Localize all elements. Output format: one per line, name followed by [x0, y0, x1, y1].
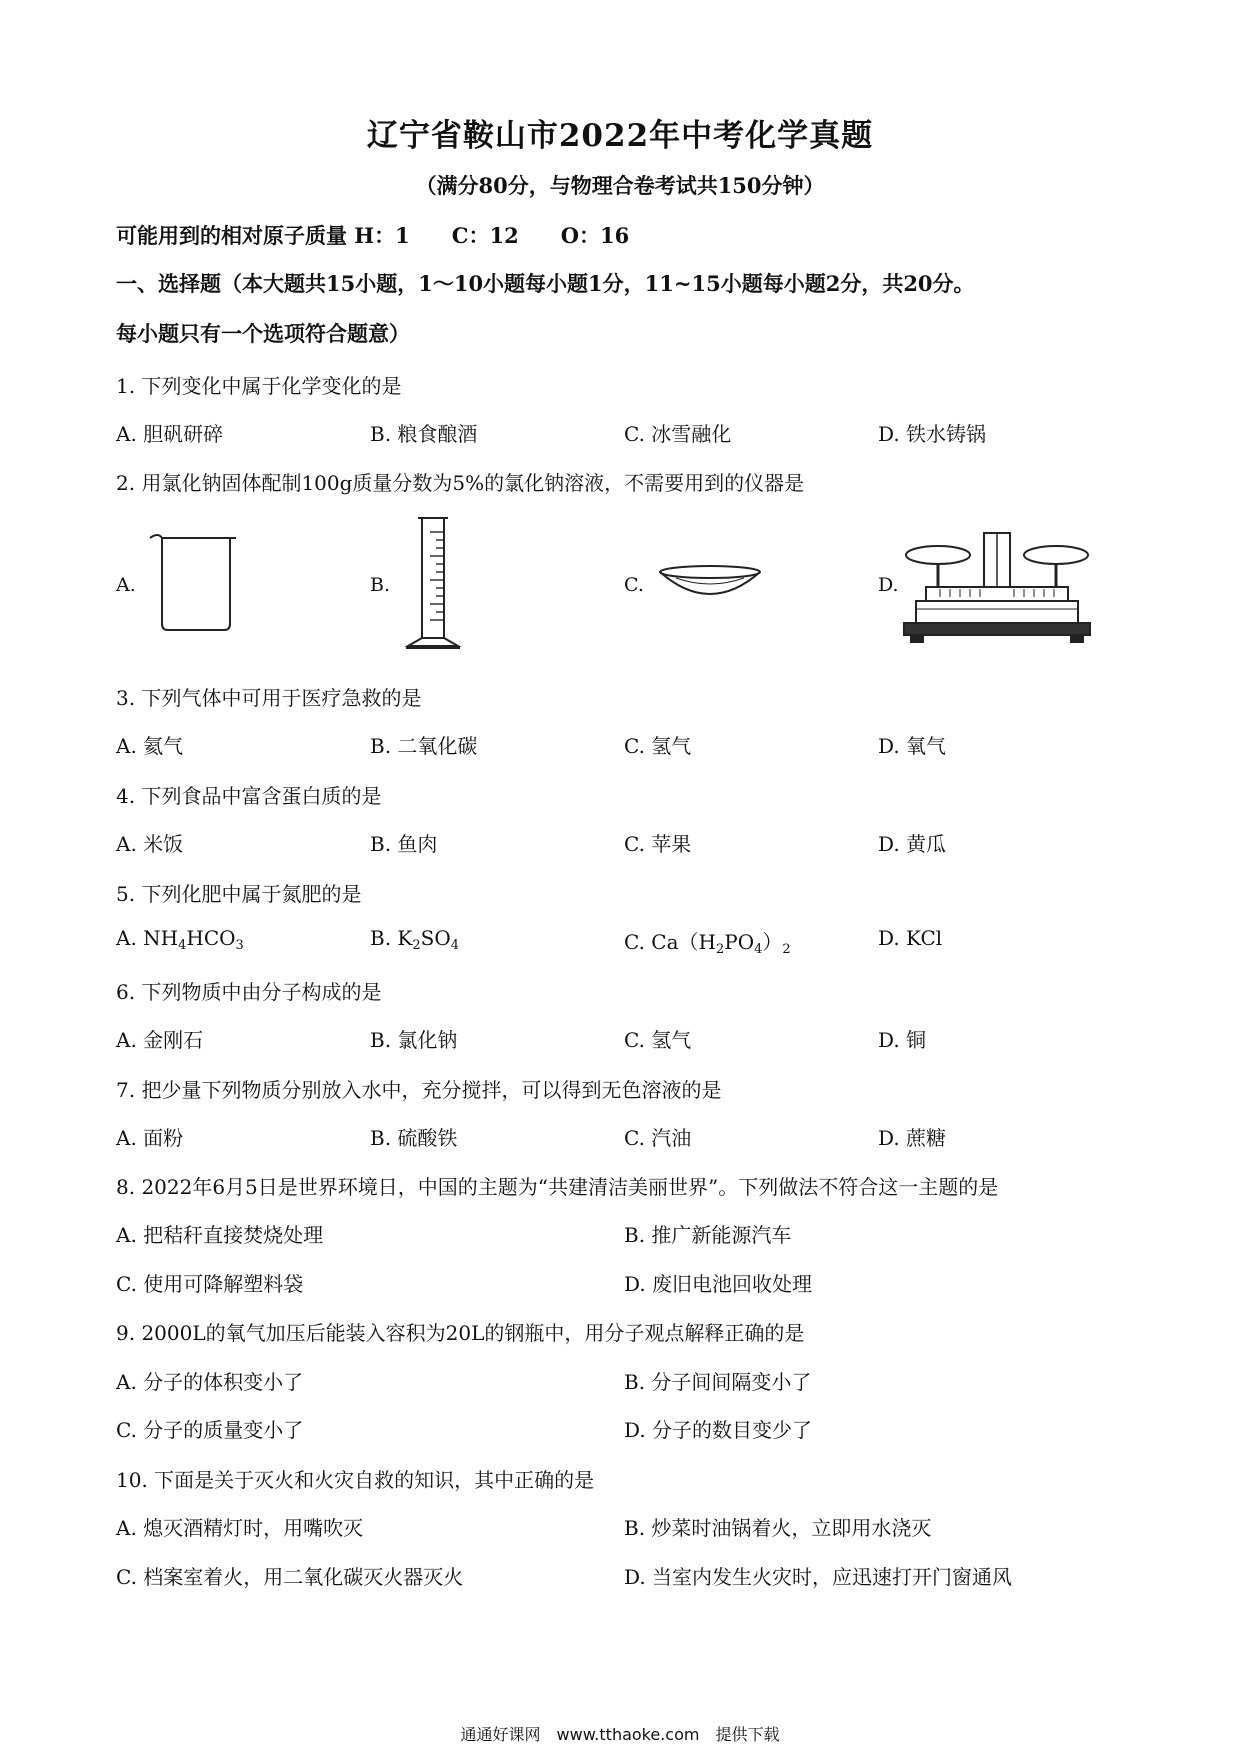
q10-option-c: C. 档案室着火，用二氧化碳灭火器灭火: [116, 1565, 464, 1589]
q9-option-c: C. 分子的质量变小了: [116, 1418, 304, 1442]
q3-option-c: C. 氢气: [624, 734, 692, 758]
question-8-stem: 8. 2022年6月5日是世界环境日，中国的主题为“共建清洁美丽世界”。下列做法不符合这一主题的是: [116, 1175, 999, 1199]
q10-option-d: D. 当室内发生火灾时，应迅速打开门窗通风: [624, 1565, 1013, 1589]
q6-option-b: B. 氯化钠: [370, 1028, 458, 1052]
page-title: 辽宁省鞍山市2022年中考化学真题: [366, 118, 874, 154]
q4-option-d: D. 黄瓜: [878, 832, 947, 856]
q9-option-d: D. 分子的数目变少了: [624, 1418, 813, 1442]
question-4-stem: 4. 下列食品中富含蛋白质的是: [116, 784, 382, 808]
graduated-cylinder-icon: [400, 512, 466, 652]
q8-option-b: B. 推广新能源汽车: [624, 1223, 792, 1247]
question-10-stem: 10. 下面是关于灭火和火灾自救的知识，其中正确的是: [116, 1468, 595, 1492]
question-1-stem: 1. 下列变化中属于化学变化的是: [116, 374, 402, 398]
question-6-stem: 6. 下列物质中由分子构成的是: [116, 980, 382, 1004]
q6-option-c: C. 氢气: [624, 1028, 692, 1052]
q8-option-c: C. 使用可降解塑料袋: [116, 1272, 304, 1296]
q8-option-d: D. 废旧电池回收处理: [624, 1272, 813, 1296]
q3-option-b: B. 二氧化碳: [370, 734, 478, 758]
q1-option-a: A. 胆矾研碎: [116, 422, 224, 446]
q4-option-a: A. 米饭: [116, 832, 184, 856]
evaporating-dish-icon: [656, 560, 764, 610]
q2-option-d: D.: [878, 574, 899, 596]
section-heading-line1: 一、选择题（本大题共15小题，1～10小题每小题1分，11~15小题每小题2分，共20分。: [116, 271, 975, 296]
q2-option-c: C.: [624, 574, 644, 596]
q5-option-a: A. $NH_4HCO_3$: [116, 926, 244, 953]
q2-option-b: B.: [370, 574, 391, 596]
q10-option-a: A. 熄灭酒精灯时，用嘴吹灭: [116, 1516, 364, 1540]
q7-option-d: D. 蔗糖: [878, 1126, 947, 1150]
beaker-icon: [148, 530, 243, 635]
page-subtitle: （满分80分，与物理合卷考试共150分钟）: [415, 173, 825, 198]
q5-option-d: D. KCl: [878, 926, 943, 950]
q1-option-b: B. 粮食酿酒: [370, 422, 478, 446]
page-footer: 通通好课网 www.tthaoke.com 提供下载: [460, 1725, 780, 1744]
q10-option-b: B. 炒菜时油锅着火，立即用水浇灭: [624, 1516, 932, 1540]
q6-option-a: A. 金刚石: [116, 1028, 204, 1052]
q8-option-a: A. 把秸秆直接焚烧处理: [116, 1223, 324, 1247]
q5-option-c: C. $Ca(H_2PO_4)_2$: [624, 930, 791, 957]
q3-option-d: D. 氧气: [878, 734, 947, 758]
q7-option-c: C. 汽油: [624, 1126, 692, 1150]
question-5-stem: 5. 下列化肥中属于氮肥的是: [116, 882, 362, 906]
q3-option-a: A. 氦气: [116, 734, 184, 758]
q7-option-a: A. 面粉: [116, 1126, 184, 1150]
q4-option-c: C. 苹果: [624, 832, 692, 856]
q9-option-b: B. 分子间间隔变小了: [624, 1370, 812, 1394]
q7-option-b: B. 硫酸铁: [370, 1126, 458, 1150]
q4-option-b: B. 鱼肉: [370, 832, 438, 856]
q9-option-a: A. 分子的体积变小了: [116, 1370, 304, 1394]
balance-scale-icon: [900, 525, 1096, 650]
question-3-stem: 3. 下列气体中可用于医疗急救的是: [116, 686, 422, 710]
q5-option-b: B. $K_2SO_4$: [370, 926, 460, 953]
atomic-mass-line: 可能用到的相对原子质量 H：1 C：12 O：16: [116, 223, 630, 248]
q1-option-c: C. 冰雪融化: [624, 422, 732, 446]
q1-option-d: D. 铁水铸锅: [878, 422, 987, 446]
question-7-stem: 7. 把少量下列物质分别放入水中，充分搅拌，可以得到无色溶液的是: [116, 1078, 722, 1102]
question-9-stem: 9. 2000L的氧气加压后能装入容积为20L的钢瓶中，用分子观点解释正确的是: [116, 1321, 805, 1345]
q6-option-d: D. 铜: [878, 1028, 927, 1052]
question-2-stem: 2. 用氯化钠固体配制100g质量分数为5%的氯化钠溶液，不需要用到的仪器是: [116, 471, 805, 495]
section-heading-line2: 每小题只有一个选项符合题意）: [116, 321, 410, 346]
q2-option-a: A.: [116, 574, 136, 596]
